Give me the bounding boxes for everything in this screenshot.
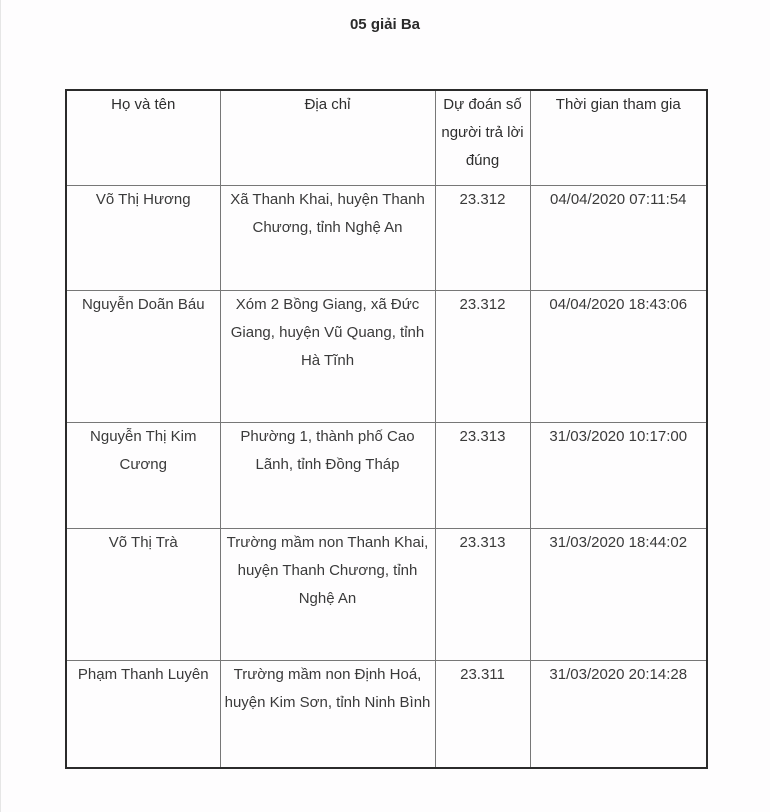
page-left-edge: [0, 0, 1, 812]
column-header-address: Địa chỉ: [220, 90, 435, 185]
cell-prediction: 23.312: [435, 290, 530, 422]
table-header-row: [66, 90, 707, 185]
table-row: [66, 528, 707, 660]
cell-prediction: 23.313: [435, 528, 530, 660]
cell-name: Nguyễn Doãn Báu: [66, 290, 220, 422]
cell-prediction: 23.312: [435, 185, 530, 290]
column-header-prediction: Dự đoán số người trả lời đúng: [435, 90, 530, 185]
table-row: [66, 660, 707, 768]
cell-name: Võ Thị Hương: [66, 185, 220, 290]
cell-time: 04/04/2020 07:11:54: [530, 185, 707, 290]
cell-name: Võ Thị Trà: [66, 528, 220, 660]
cell-address: Xóm 2 Bồng Giang, xã Đức Giang, huyện Vũ Quang, tỉnh Hà Tĩnh: [220, 290, 435, 422]
table-row: [66, 422, 707, 528]
cell-time: 04/04/2020 18:43:06: [530, 290, 707, 422]
winners-table: [65, 89, 708, 769]
table-row: [66, 185, 707, 290]
cell-name: Nguyễn Thị Kim Cương: [66, 422, 220, 528]
cell-time: 31/03/2020 18:44:02: [530, 528, 707, 660]
cell-prediction: 23.313: [435, 422, 530, 528]
section-heading: 05 giải Ba: [349, 16, 421, 33]
cell-address: Trường mầm non Thanh Khai, huyện Thanh Chương, tỉnh Nghệ An: [220, 528, 435, 660]
table-row: [66, 290, 707, 422]
column-header-time: Thời gian tham gia: [530, 90, 707, 185]
cell-address: Trường mầm non Định Hoá, huyện Kim Sơn, tỉnh Ninh Bình: [220, 660, 435, 768]
column-header-name: Họ và tên: [66, 90, 220, 185]
cell-time: 31/03/2020 10:17:00: [530, 422, 707, 528]
cell-prediction: 23.311: [435, 660, 530, 768]
cell-name: Phạm Thanh Luyên: [66, 660, 220, 768]
cell-address: Xã Thanh Khai, huyện Thanh Chương, tỉnh Nghệ An: [220, 185, 435, 290]
cell-address: Phường 1, thành phố Cao Lãnh, tỉnh Đồng Tháp: [220, 422, 435, 528]
cell-time: 31/03/2020 20:14:28: [530, 660, 707, 768]
